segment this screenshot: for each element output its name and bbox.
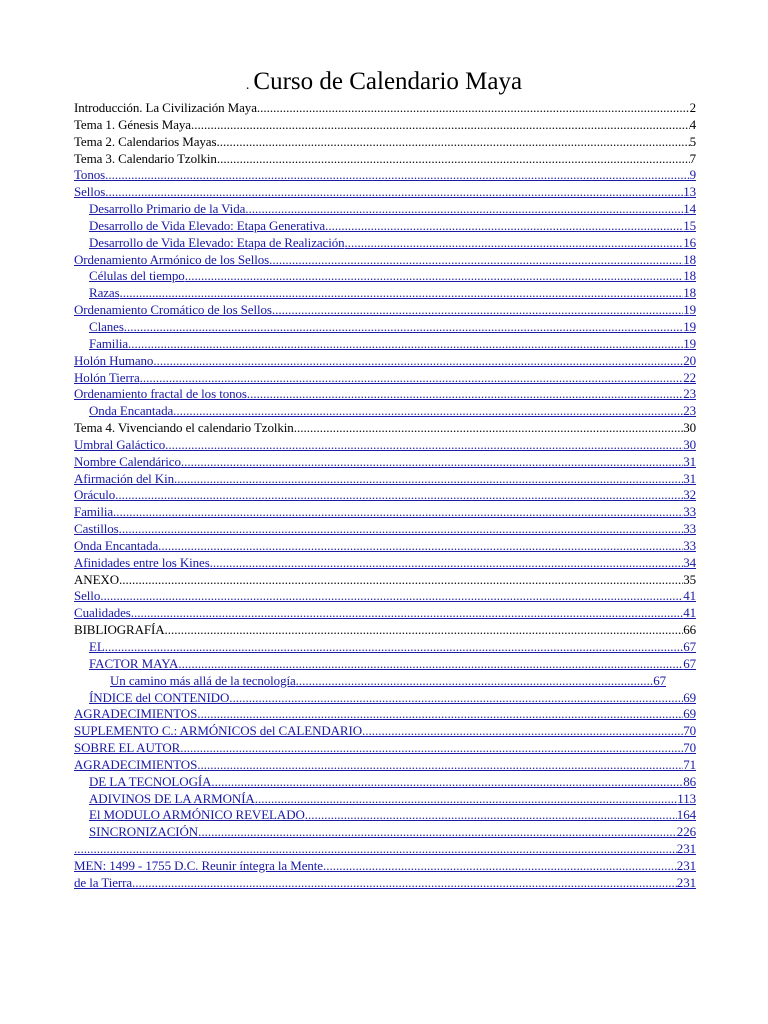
toc-entry	[74, 117, 696, 134]
toc-dot-leader	[180, 740, 683, 757]
toc-entry-page: 226	[676, 824, 696, 840]
toc-entry	[74, 151, 696, 168]
toc-dot-leader	[165, 622, 684, 639]
toc-dot-leader	[115, 487, 683, 504]
toc-entry[interactable]	[74, 588, 696, 605]
title-text: Curso de Calendario Maya	[253, 68, 523, 95]
toc-entry-page: 69	[683, 689, 696, 705]
toc-entry-page: 19	[683, 318, 696, 334]
toc-entry-label: ÍNDICE del CONTENIDO	[89, 689, 230, 705]
toc-entry[interactable]	[74, 774, 696, 791]
toc-entry-label: Tema 2. Calendarios Mayas	[74, 133, 217, 149]
toc-entry[interactable]	[74, 723, 696, 740]
toc-dot-leader	[272, 302, 683, 319]
toc-entry-page: 33	[683, 521, 696, 537]
toc-dot-leader	[255, 791, 678, 808]
toc-dot-leader	[305, 807, 677, 824]
toc-entry-label: Castillos	[74, 521, 119, 537]
toc-entry-page: 34	[683, 554, 696, 570]
toc-entry-page: 23	[683, 386, 696, 402]
toc-entry[interactable]	[74, 757, 696, 774]
toc-dot-leader	[128, 336, 683, 353]
toc-entry-label: Familia	[74, 504, 114, 520]
toc-dot-leader	[124, 319, 683, 336]
toc-entry[interactable]	[74, 184, 696, 201]
toc-entry[interactable]	[74, 218, 696, 235]
toc-entry-page: 30	[683, 420, 696, 436]
toc-entry[interactable]	[74, 252, 696, 269]
table-of-contents	[74, 100, 696, 892]
toc-entry-label: Ordenamiento Cromático de los Sellos	[74, 302, 272, 318]
toc-dot-leader	[165, 437, 683, 454]
toc-entry[interactable]	[74, 336, 696, 353]
toc-entry[interactable]	[74, 858, 696, 875]
toc-dot-leader	[197, 706, 683, 723]
toc-entry[interactable]	[74, 824, 696, 841]
toc-entry-label: .	[74, 841, 78, 857]
toc-entry[interactable]	[74, 319, 696, 336]
toc-entry-label: Células del tiempo	[89, 268, 185, 284]
toc-entry[interactable]	[74, 875, 696, 892]
toc-entry[interactable]	[74, 656, 696, 673]
toc-entry-label: Desarrollo de Vida Elevado: Etapa de Realización	[89, 234, 345, 250]
toc-entry-label: Tonos	[74, 167, 106, 183]
toc-entry-label: Afirmación del Kin	[74, 470, 175, 486]
toc-entry-page: 164	[676, 807, 696, 823]
toc-entry-label: Tema 4. Vivenciando el calendario Tzolkin	[74, 420, 294, 436]
toc-entry-label: AGRADECIMIENTOS	[74, 756, 198, 772]
toc-entry-page: 41	[683, 605, 696, 621]
toc-entry-page: 231	[676, 841, 696, 857]
toc-dot-leader	[119, 521, 684, 538]
toc-entry-page: 67	[653, 672, 666, 688]
toc-entry[interactable]	[74, 437, 696, 454]
toc-dot-leader	[178, 656, 683, 673]
toc-dot-leader	[198, 824, 677, 841]
toc-entry-page: 30	[683, 436, 696, 452]
toc-dot-leader	[269, 252, 683, 269]
toc-entry-page: 20	[683, 352, 696, 368]
toc-entry[interactable]	[74, 605, 696, 622]
toc-entry-page: 19	[683, 302, 696, 318]
toc-entry[interactable]	[74, 370, 696, 387]
toc-entry-page: 35	[683, 571, 696, 587]
toc-entry-page: 19	[683, 335, 696, 351]
toc-entry-page: 13	[683, 184, 696, 200]
toc-dot-leader	[294, 420, 683, 437]
toc-dot-leader	[158, 538, 683, 555]
toc-entry[interactable]	[74, 268, 696, 285]
toc-entry	[74, 420, 696, 437]
toc-entry-page: 69	[683, 706, 696, 722]
toc-entry-label: ANEXO	[74, 571, 119, 587]
toc-dot-leader	[153, 353, 683, 370]
toc-entry-label: Sello	[74, 588, 101, 604]
toc-entry[interactable]	[74, 521, 696, 538]
toc-entry[interactable]	[74, 386, 696, 403]
toc-entry[interactable]	[74, 791, 696, 808]
toc-dot-leader	[197, 757, 683, 774]
toc-entry-label: Nombre Calendárico	[74, 453, 181, 469]
toc-entry-label: AGRADECIMIENTOS	[74, 706, 198, 722]
toc-entry-label: Desarrollo de Vida Elevado: Etapa Generativa	[89, 217, 326, 233]
toc-entry-label: Familia	[89, 335, 129, 351]
toc-entry-page: 67	[683, 639, 696, 654]
toc-entry[interactable]	[74, 353, 696, 370]
toc-dot-leader	[345, 235, 684, 252]
toc-dot-leader	[323, 858, 677, 875]
toc-entry-label: Holón Humano	[74, 352, 154, 368]
toc-entry[interactable]	[74, 538, 696, 555]
toc-entry-page: 22	[683, 369, 696, 385]
toc-entry[interactable]	[74, 487, 696, 504]
toc-entry	[74, 134, 696, 151]
toc-dot-leader	[105, 639, 684, 656]
toc-entry[interactable]	[74, 673, 666, 690]
toc-entry[interactable]	[74, 302, 696, 319]
toc-dot-leader	[120, 285, 684, 302]
toc-entry[interactable]	[74, 555, 696, 572]
toc-entry[interactable]	[74, 285, 696, 302]
toc-dot-leader	[105, 184, 683, 201]
toc-entry-label: Oráculo	[74, 487, 116, 503]
toc-entry-label: Onda Encantada	[74, 537, 159, 553]
toc-dot-leader	[132, 875, 677, 892]
toc-dot-leader	[257, 100, 690, 117]
title-prefix: .	[245, 78, 250, 93]
toc-entry-label: EL	[89, 639, 105, 654]
toc-entry-page: 23	[683, 403, 696, 419]
toc-entry-page: 231	[676, 874, 696, 890]
toc-entry-page: 18	[683, 268, 696, 284]
toc-entry-page: 86	[683, 773, 696, 789]
toc-entry-page: 31	[683, 453, 696, 469]
toc-entry-label: Un camino más allá de la tecnología	[110, 672, 296, 688]
toc-entry-label: Tema 3. Calendario Tzolkin	[74, 150, 217, 166]
toc-entry[interactable]	[74, 167, 696, 184]
toc-entry[interactable]	[74, 471, 696, 488]
toc-entry-page: 33	[683, 537, 696, 553]
toc-entry-label: Afinidades entre los Kines	[74, 554, 210, 570]
toc-entry-label: SINCRONIZACIÓN	[89, 824, 199, 840]
toc-dot-leader	[131, 605, 683, 622]
toc-dot-leader	[210, 555, 684, 572]
toc-entry-label: Tema 1. Génesis Maya	[74, 116, 191, 132]
toc-entry[interactable]	[74, 201, 696, 218]
toc-entry[interactable]	[74, 841, 696, 858]
toc-dot-leader	[100, 588, 683, 605]
toc-entry-page: 41	[683, 588, 696, 604]
toc-dot-leader	[211, 774, 683, 791]
toc-dot-leader	[113, 504, 683, 521]
toc-entry-page: 9	[689, 167, 696, 183]
toc-dot-leader	[191, 117, 690, 134]
toc-entry-page: 71	[683, 756, 696, 772]
toc-entry-label: Cualidades	[74, 605, 131, 621]
toc-dot-leader	[140, 370, 684, 387]
toc-dot-leader	[217, 151, 690, 168]
toc-dot-leader	[181, 454, 683, 471]
toc-entry-label: Razas	[89, 285, 120, 301]
toc-entry-page: 31	[683, 470, 696, 486]
toc-entry-page: 5	[689, 133, 696, 149]
toc-entry	[74, 572, 696, 589]
toc-entry-label: Umbral Galáctico	[74, 436, 166, 452]
toc-entry-page: 70	[683, 740, 696, 756]
toc-entry-page: 18	[683, 251, 696, 267]
toc-entry-label: Clanes	[89, 318, 124, 334]
toc-entry-page: 14	[683, 201, 696, 217]
toc-dot-leader	[185, 268, 684, 285]
toc-entry[interactable]	[74, 235, 696, 252]
toc-entry-label: Desarrollo Primario de la Vida	[89, 201, 246, 217]
toc-dot-leader	[77, 841, 677, 858]
toc-dot-leader	[247, 386, 683, 403]
toc-entry-page: 67	[683, 655, 696, 671]
toc-entry-label: BIBLIOGRAFÍA	[74, 622, 165, 638]
toc-dot-leader	[296, 673, 654, 690]
toc-entry-page: 18	[683, 285, 696, 301]
toc-entry-label: Introducción. La Civilización Maya	[74, 100, 257, 115]
toc-dot-leader	[229, 690, 683, 707]
toc-entry[interactable]	[74, 706, 696, 723]
document-title	[0, 68, 768, 96]
toc-dot-leader	[173, 403, 683, 420]
toc-entry-page: 32	[683, 487, 696, 503]
toc-entry[interactable]	[74, 690, 696, 707]
toc-entry-label: Holón Tierra	[74, 369, 140, 385]
toc-entry-label: Ordenamiento Armónico de los Sellos	[74, 251, 270, 267]
toc-entry-page: 15	[683, 217, 696, 233]
toc-entry-label: SUPLEMENTO C.: ARMÓNICOS del CALENDARIO	[74, 723, 363, 739]
toc-entry-page: 7	[689, 150, 696, 166]
toc-dot-leader	[174, 471, 683, 488]
toc-entry-page: 16	[683, 234, 696, 250]
toc-entry[interactable]	[74, 639, 696, 656]
toc-dot-leader	[245, 201, 683, 218]
toc-entry[interactable]	[74, 504, 696, 521]
toc-dot-leader	[362, 723, 683, 740]
toc-entry-page: 33	[683, 504, 696, 520]
toc-entry-page: 66	[683, 622, 696, 638]
toc-entry-page: 113	[677, 790, 696, 806]
toc-entry[interactable]	[74, 403, 696, 420]
toc-entry-label: El MODULO ARMÓNICO REVELADO	[89, 807, 305, 823]
toc-entry-label: Onda Encantada	[89, 403, 174, 419]
toc-entry-label: Ordenamiento fractal de los tonos	[74, 386, 247, 402]
toc-entry[interactable]	[74, 740, 696, 757]
toc-entry-page: 231	[676, 857, 696, 873]
toc-entry[interactable]	[74, 454, 696, 471]
toc-entry	[74, 100, 696, 117]
toc-entry	[74, 622, 696, 639]
toc-entry-label: FACTOR MAYA	[89, 655, 179, 671]
toc-entry-page: 70	[683, 723, 696, 739]
toc-dot-leader	[216, 134, 689, 151]
toc-entry-label: ADIVINOS DE LA ARMONÍA	[89, 790, 255, 806]
toc-entry-label: Sellos	[74, 184, 106, 200]
toc-entry[interactable]	[74, 807, 696, 824]
toc-entry-label: DE LA TECNOLOGÍA	[89, 773, 212, 789]
toc-dot-leader	[119, 572, 683, 589]
toc-entry-page: 4	[689, 116, 696, 132]
toc-entry-label: MEN: 1499 - 1755 D.C. Reunir íntegra la Mente	[74, 857, 323, 873]
toc-entry-page: 2	[689, 100, 696, 115]
toc-dot-leader	[325, 218, 683, 235]
toc-entry-label: SOBRE EL AUTOR	[74, 740, 181, 756]
toc-entry-label: de la Tierra	[74, 874, 133, 890]
toc-dot-leader	[105, 167, 690, 184]
